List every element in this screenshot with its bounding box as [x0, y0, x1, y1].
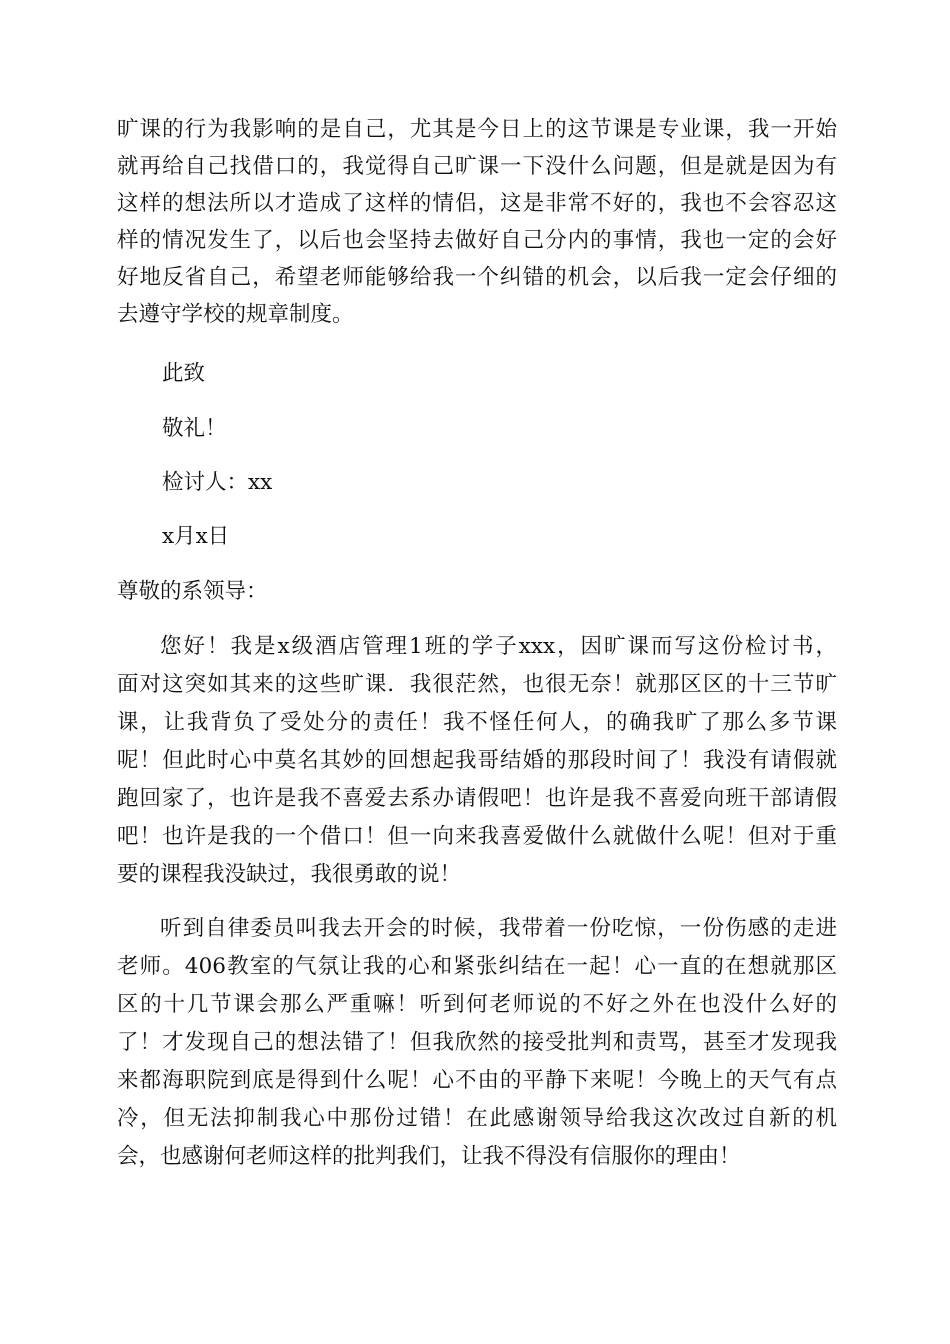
paragraph-line: 会，也感谢何老师这样的批判我们，让我不得没有信服你的理由！ [117, 1144, 741, 1169]
paragraph-line: 您好！我是x级酒店管理1班的学子xxx，因旷课而写这份检讨书， [160, 634, 837, 659]
paragraph-line: 老师。406教室的气氛让我的心和紧张纠结在一起！心一直的在想就那区 [117, 954, 837, 979]
salutation: 尊敬的系领导： [117, 579, 268, 604]
paragraph-line: 冷，但无法抑制我心中那份过错！在此感谢领导给我这次改过自新的机 [117, 1106, 837, 1131]
paragraph-line: 面对这突如其来的这些旷课．我很茫然，也很无奈！就那区区的十三节旷 [117, 672, 837, 697]
paragraph-line: 吧！也许是我的一个借口！但一向来我喜爱做什么就做什么呢！但对于重 [117, 824, 837, 849]
paragraph-line: 听到自律委员叫我去开会的时候，我带着一份吃惊，一份伤感的走进 [160, 916, 837, 941]
paragraph-line: 区的十几节课会那么严重嘛！听到何老师说的不好之外在也没什么好的 [117, 992, 837, 1017]
paragraph-line: 旷课的行为我影响的是自己，尤其是今日上的这节课是专业课，我一开始 [117, 117, 837, 142]
paragraph-line: 好地反省自己，希望老师能够给我一个纠错的机会，以后我一定会仔细的 [117, 265, 837, 290]
paragraph-line: 跑回家了，也许是我不喜爱去系办请假吧！也许是我不喜爱向班干部请假 [117, 786, 837, 811]
paragraph-line: 去遵守学校的规章制度。 [117, 302, 354, 327]
closing-line: 此致 [162, 361, 206, 386]
paragraph-line: 了！才发现自己的想法错了！但我欣然的接受批判和责骂，甚至才发现我 [117, 1030, 837, 1055]
paragraph-line: 来都海职院到底是得到什么呢！心不由的平静下来呢！今晚上的天气有点 [117, 1068, 837, 1093]
date-line: x月x日 [162, 524, 230, 549]
paragraph-line: 就再给自己找借口的，我觉得自己旷课一下没什么问题，但是就是因为有 [117, 154, 837, 179]
closing-salute: 敬礼！ [162, 416, 227, 441]
paragraph-line: 呢！但此时心中莫名其妙的回想起我哥结婚的那段时间了！我没有请假就 [117, 748, 837, 773]
paragraph-line: 课，让我背负了受处分的责任！我不怪任何人，的确我旷了那么多节课 [117, 710, 837, 735]
paragraph-line: 样的情况发生了，以后也会坚持去做好自己分内的事情，我也一定的会好 [117, 228, 837, 253]
signer-line: 检讨人：xx [162, 470, 273, 495]
paragraph-line: 这样的想法所以才造成了这样的情侣，这是非常不好的，我也不会容忍这 [117, 191, 837, 216]
paragraph-line: 要的课程我没缺过，我很勇敢的说！ [117, 862, 462, 887]
